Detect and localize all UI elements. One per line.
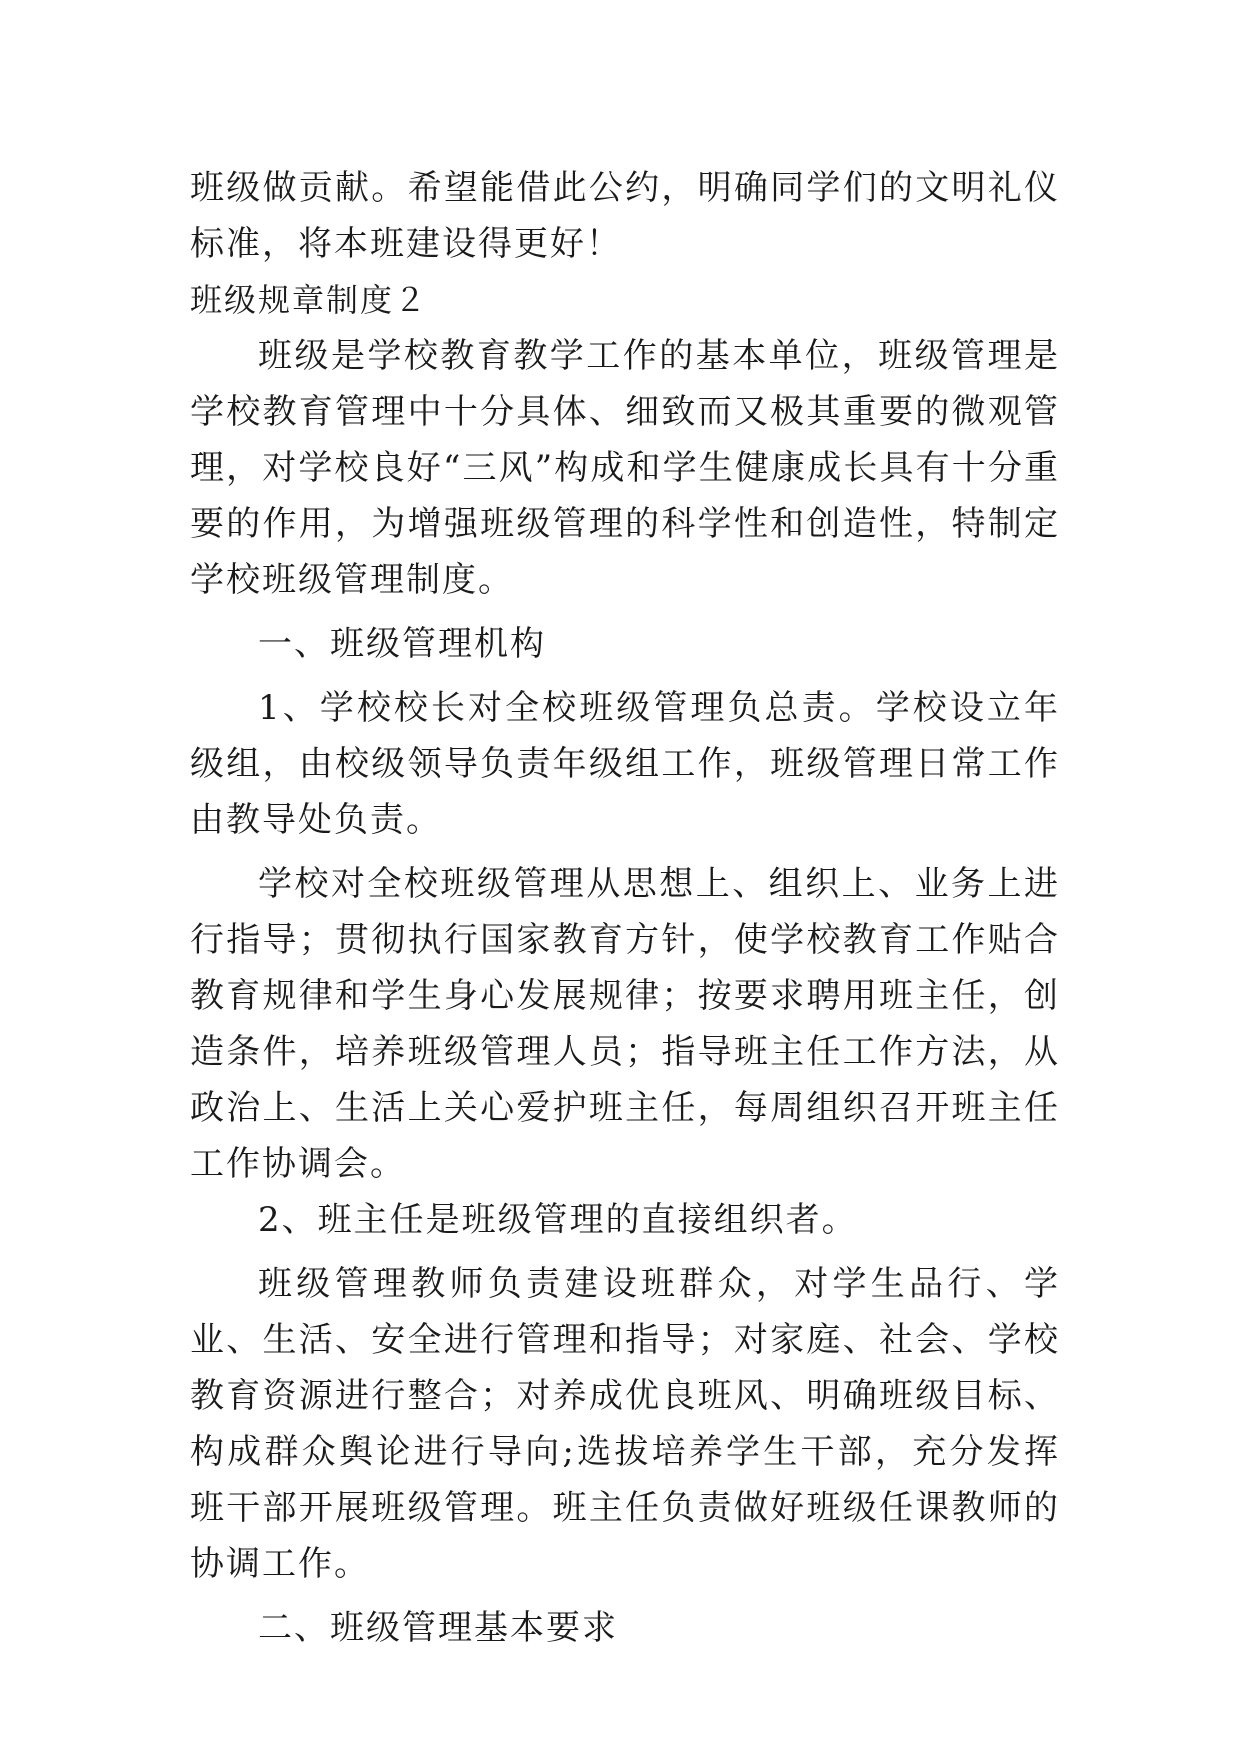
paragraph-school-guidance: 学校对全校班级管理从思想上、组织上、业务上进行指导；贯彻执行国家教育方针，使学校教育工作贴合教育规律和学生身心发展规律；按要求聘用班主任，创造条件，培养班级管理人员；指导班主任工作方法，从政治上、生活上关心爱护班主任，每周组织召开班主任工作协调会。: [190, 864, 1060, 1184]
opening-paragraph: 班级做贡献。希望能借此公约，明确同学们的文明礼仪标准，将本班建设得更好！: [190, 168, 1060, 264]
paragraph-principal-responsibility: 1、学校校长对全校班级管理负总责。学校设立年级组，由校级领导负责年级组工作，班级管理日常工作由教导处负责。: [190, 688, 1060, 840]
heading-management-structure: 一、班级管理机构: [258, 624, 546, 664]
paragraph-head-teacher-role: 2、班主任是班级管理的直接组织者。: [258, 1200, 858, 1240]
heading-basic-requirements: 二、班级管理基本要求: [258, 1608, 618, 1648]
document-body: [190, 160, 1060, 1656]
paragraph-teacher-duties: 班级管理教师负责建设班群众，对学生品行、学业、生活、安全进行管理和指导；对家庭、社会、学校教育资源进行整合；对养成优良班风、明确班级目标、构成群众舆论进行导向;选拔培养学生干部，充分发挥班干部开展班级管理。班主任负责做好班级任课教师的协调工作。: [190, 1264, 1060, 1584]
section-title: 班级规章制度２: [190, 281, 429, 319]
paragraph-intro: 班级是学校教育教学工作的基本单位，班级管理是学校教育管理中十分具体、细致而又极其重要的微观管理，对学校良好“三风”构成和学生健康成长具有十分重要的作用，为增强班级管理的科学性和创造性，特制定学校班级管理制度。: [190, 336, 1060, 600]
